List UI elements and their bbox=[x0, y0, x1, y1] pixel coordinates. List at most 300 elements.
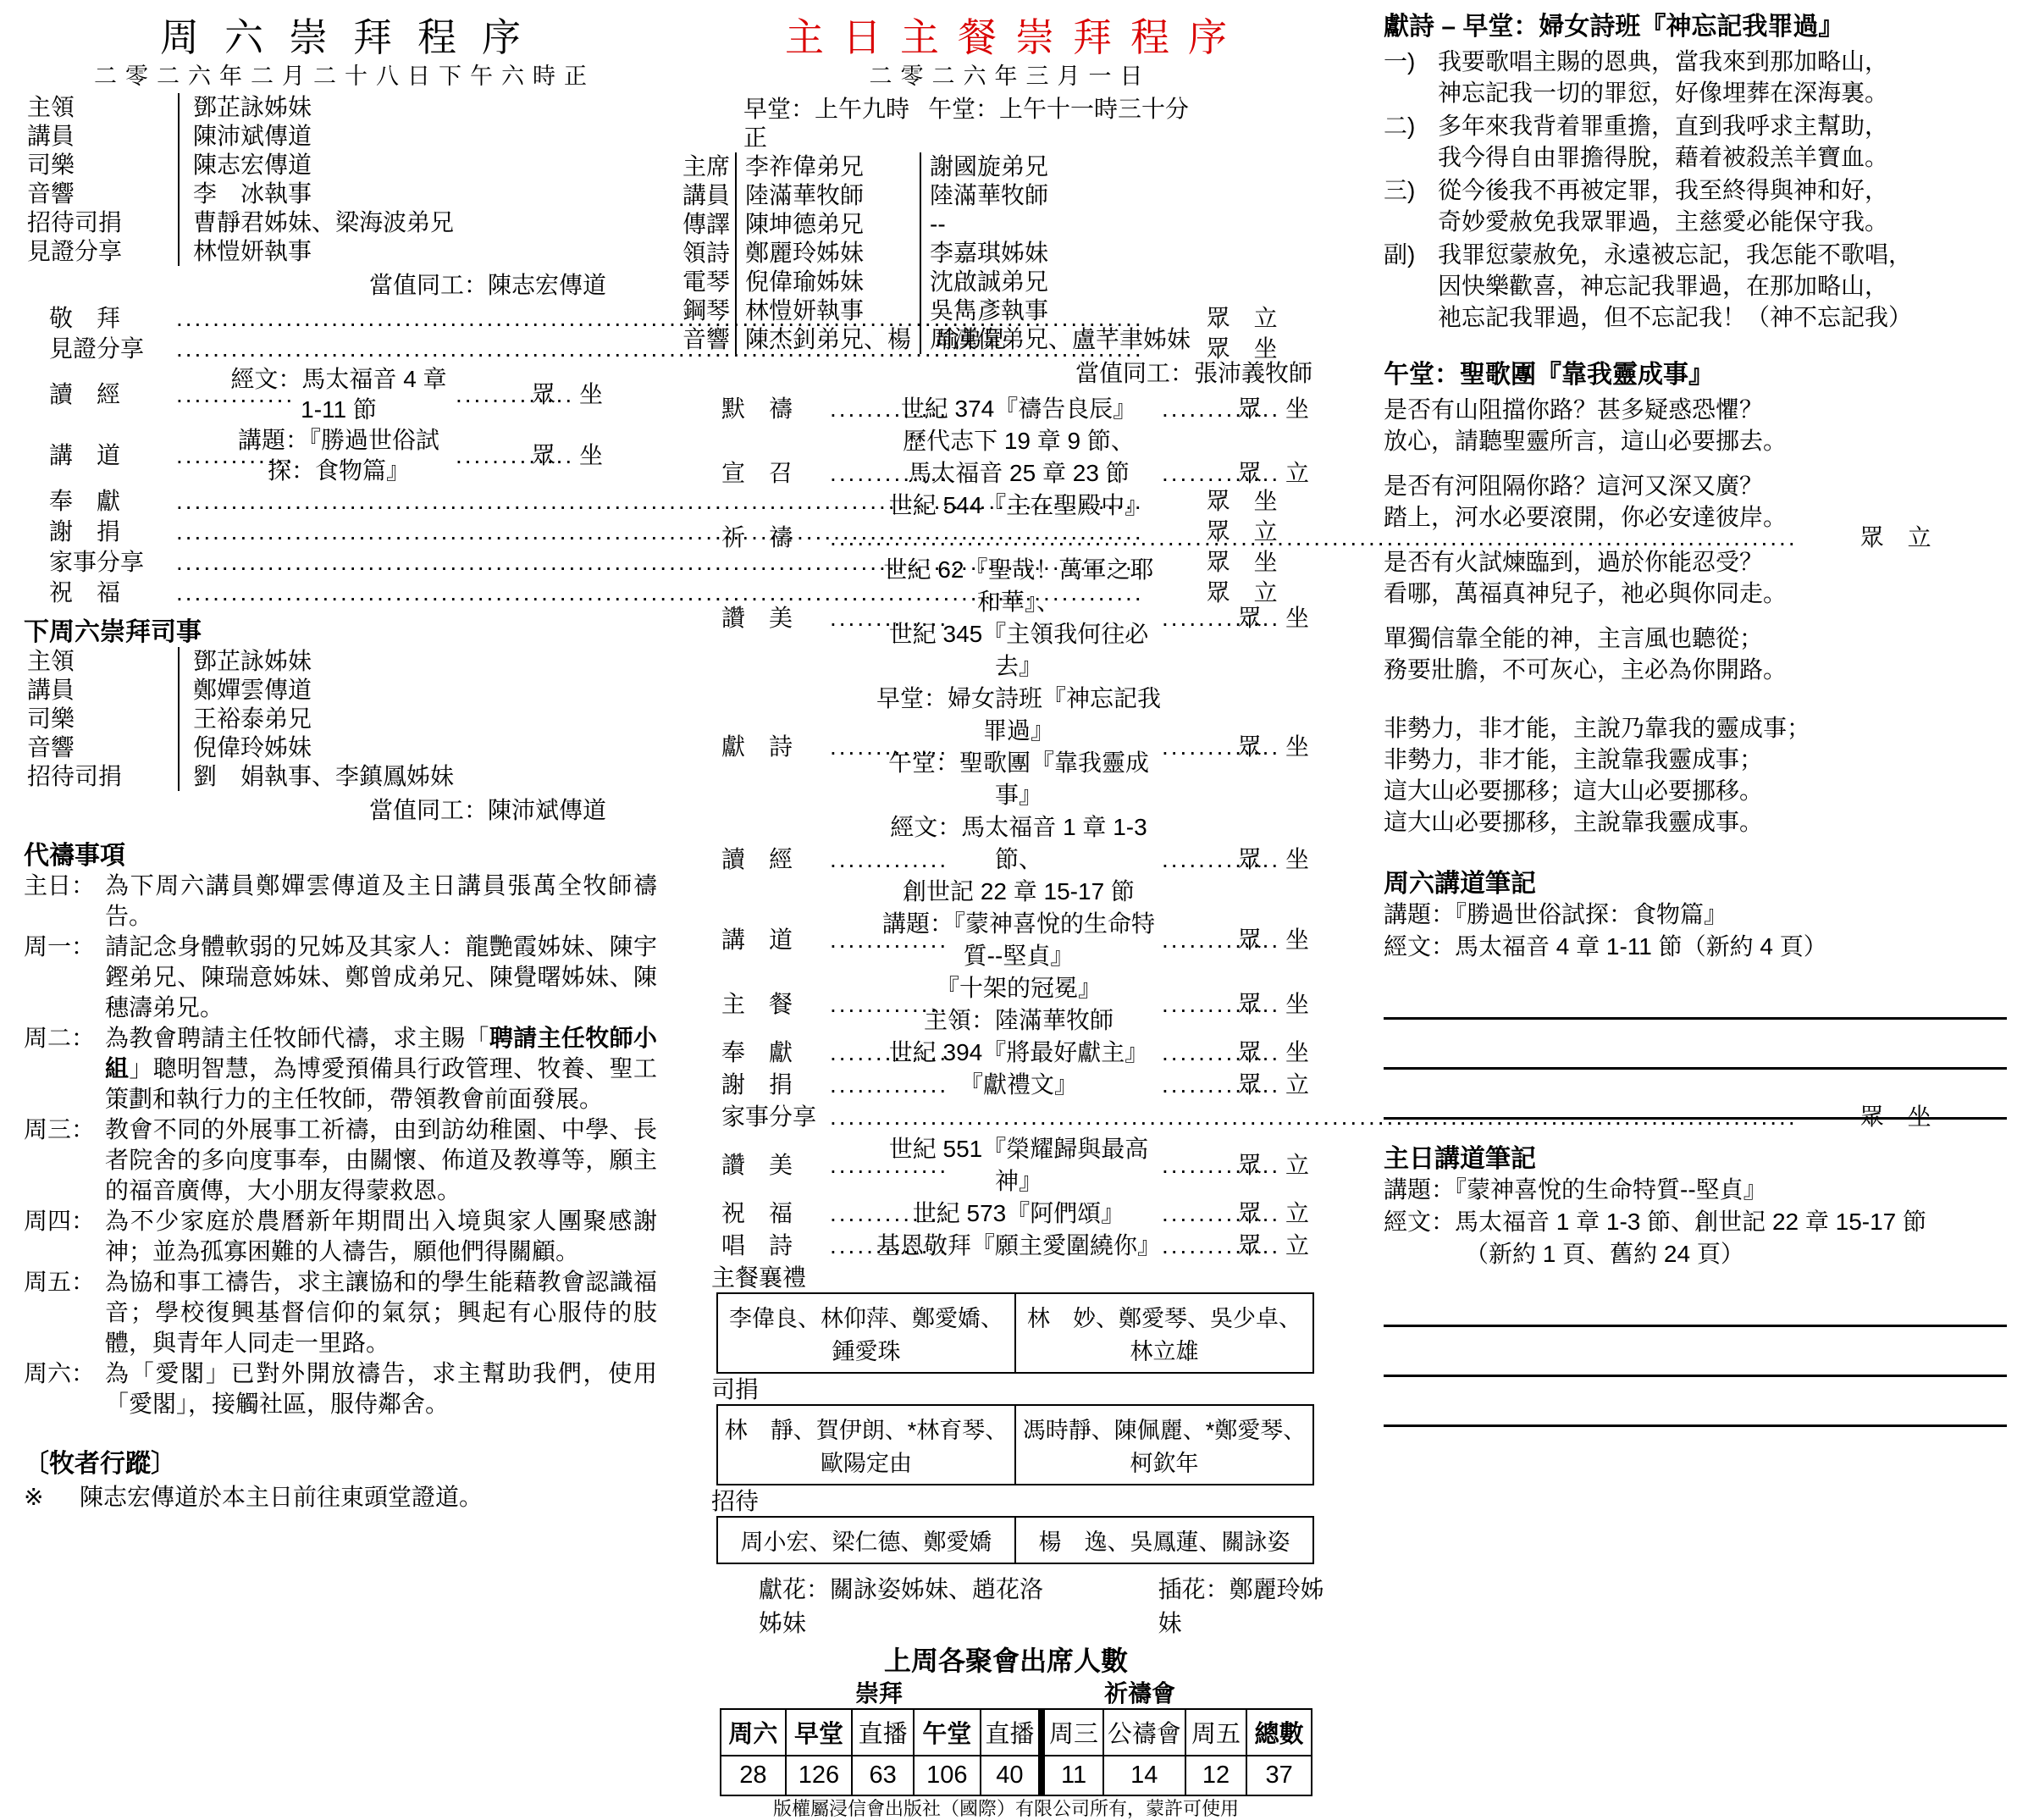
program-row bbox=[721, 1101, 1931, 1133]
program-row bbox=[49, 364, 603, 425]
program-item-label: 主 餐 bbox=[721, 991, 793, 1017]
hymn-stanza bbox=[1384, 470, 2007, 533]
lyric-line: 這大山必要挪移，主說靠我靈成事。 bbox=[1384, 809, 1764, 835]
role-label: 講員 bbox=[27, 677, 75, 703]
saturday-roles-table bbox=[27, 93, 657, 266]
attendance-value-row bbox=[721, 1756, 1312, 1795]
prayer-item bbox=[24, 1115, 657, 1206]
communion-servers-noon: 林 妙、鄭愛琴、吳少卓、林立雄 bbox=[1015, 1293, 1313, 1373]
lyric-line: 奇妙愛赦免我眾罪過，主慈愛必能保守我。 bbox=[1438, 208, 1889, 235]
content-line: 世紀 345『主領我何往必去』 bbox=[888, 621, 1149, 679]
write-line bbox=[1384, 1067, 2007, 1070]
posture: 眾 坐 bbox=[1860, 1104, 1931, 1130]
program-row bbox=[721, 972, 1309, 1037]
posture: 眾 坐 bbox=[1237, 396, 1309, 422]
lyric-line: 神忘記我一切的罪愆，好像埋葬在深海裏。 bbox=[1438, 80, 1889, 106]
prayer-item bbox=[24, 1023, 657, 1115]
role-label: 音響 bbox=[682, 326, 731, 352]
content-line: 午堂：聖歌團『靠我靈成事』 bbox=[887, 750, 1149, 808]
program-item-label: 默 禱 bbox=[721, 396, 793, 422]
role-morning: 陳杰釗弟兄、楊 瑜弟兄 bbox=[735, 325, 920, 354]
hymn-verse bbox=[1384, 46, 2007, 108]
content-line: 歷代志下 19 章 9 節、 bbox=[903, 428, 1135, 454]
role-morning: 李祚偉弟兄 bbox=[735, 152, 920, 181]
attendance-header: 直播 bbox=[852, 1709, 914, 1756]
role-label: 音響 bbox=[27, 734, 75, 761]
copyright-notice: 版權屬浸信會出版社（國際）有限公司所有，蒙許可使用 bbox=[772, 1798, 1239, 1819]
sunday-date: 二零二六年三月一日 bbox=[869, 64, 1152, 89]
lyric-line: 我要歌唱主賜的恩典，當我來到那加略山， bbox=[1438, 48, 1889, 75]
attendance-value: 12 bbox=[1185, 1756, 1247, 1795]
role-value: 鄭嬋雲傳道 bbox=[178, 676, 657, 705]
prayer-text-post: 」聰明智慧，為博愛預備具行政管理、牧養、聖工策劃和執行力的主任牧師，帶領教會前面發展。 bbox=[105, 1055, 657, 1112]
program-row bbox=[721, 683, 1309, 811]
program-row bbox=[721, 425, 1309, 522]
attendance-header: 周五 bbox=[1185, 1709, 1247, 1756]
dots bbox=[176, 379, 222, 410]
dots bbox=[830, 1149, 876, 1181]
attendance-value: 63 bbox=[852, 1756, 914, 1795]
role-noon: -- bbox=[920, 210, 1329, 239]
posture: 眾 坐 bbox=[1237, 733, 1309, 760]
dots bbox=[830, 1037, 876, 1069]
posture: 眾 立 bbox=[1237, 1152, 1309, 1178]
attendance-header: 周三 bbox=[1042, 1709, 1103, 1756]
prayer-item bbox=[24, 871, 657, 932]
content-line: 『十架的冠冕』 bbox=[935, 975, 1102, 1001]
posture: 眾 坐 bbox=[531, 442, 603, 468]
posture: 眾 坐 bbox=[1237, 991, 1309, 1017]
attendance-header-row bbox=[721, 1709, 1312, 1756]
prayer-item bbox=[24, 1206, 657, 1267]
verse-number: 二) bbox=[1384, 113, 1416, 139]
role-label: 鋼琴 bbox=[682, 297, 731, 324]
prayer-text: 請記念身體軟弱的兄姊及其家人：龍艷霞姊妹、陳宇鏗弟兄、陳瑞意姊妹、鄭曾成弟兄、陳覺曙姊妹、陳穗濤弟兄。 bbox=[105, 933, 657, 1021]
spacer bbox=[1058, 1573, 1158, 1640]
role-value: 鄧芷詠姊妹 bbox=[178, 93, 657, 122]
dots bbox=[1162, 1149, 1207, 1181]
verse-number: 一) bbox=[1384, 48, 1416, 75]
lyric-line: 因快樂歡喜，神忘記我罪過，在那加略山， bbox=[1438, 273, 1889, 299]
role-noon: 沈啟誠弟兄 bbox=[920, 268, 1329, 296]
prayer-item bbox=[24, 932, 657, 1023]
verse-number: 三) bbox=[1384, 177, 1416, 203]
program-item-label: 家事分享 bbox=[49, 549, 145, 575]
posture: 眾 坐 bbox=[1206, 549, 1278, 575]
attendance-value: 126 bbox=[786, 1756, 853, 1795]
next-saturday-heading: 下周六崇拜司事 bbox=[24, 618, 202, 646]
posture: 眾 立 bbox=[1206, 305, 1278, 331]
prayer-text: 教會不同的外展事工祈禱，由到訪幼稚園、中學、長者院舍的多向度事奉，由關懷、佈道及教導等，願主的福音廣傳，大小朋友得蒙救恩。 bbox=[105, 1116, 657, 1203]
dots bbox=[1162, 1069, 1207, 1101]
program-row bbox=[721, 554, 1309, 683]
role-label: 講員 bbox=[27, 123, 75, 149]
lyric-line: 是否有山阻擋你路？甚多疑惑恐懼？ bbox=[1384, 396, 1764, 423]
program-item-content bbox=[876, 811, 1162, 908]
role-value: 林愷妍執事 bbox=[178, 237, 657, 266]
lyric-line: 單獨信靠全能的神，主言風也聽從； bbox=[1384, 625, 1764, 651]
role-label: 招待司捐 bbox=[27, 209, 123, 235]
prayer-day: 周四： bbox=[24, 1208, 96, 1234]
communion-servers-label: 主餐襄禮 bbox=[711, 1264, 807, 1291]
dots bbox=[830, 1069, 876, 1101]
lyric-line: 從今後我不再被定罪，我至終得與神和好， bbox=[1438, 177, 1889, 203]
prayer-text: 為不少家庭於農曆新年期間出入境與家人團聚感謝神；並為孤寡困難的人禱告，願他們得關顧。 bbox=[105, 1208, 657, 1264]
dots bbox=[1162, 1230, 1207, 1262]
program-item-label: 家事分享 bbox=[721, 1104, 817, 1130]
attendance-header: 公禱會 bbox=[1103, 1709, 1185, 1756]
content-line: 世紀 551『榮耀歸與最高神』 bbox=[888, 1136, 1149, 1194]
lyric-line: 非勢力，非才能，主說乃靠我的靈成事； bbox=[1384, 715, 1811, 741]
dots bbox=[830, 731, 876, 763]
ushers-label: 招待 bbox=[711, 1488, 760, 1514]
posture: 眾 坐 bbox=[1237, 846, 1309, 872]
noon-service-time: 午堂：上午十一時三十分 bbox=[928, 96, 1190, 122]
content-line: 世紀 62『聖哉！萬軍之耶和華』、 bbox=[883, 556, 1154, 615]
program-item-label: 祝 福 bbox=[721, 1200, 793, 1226]
content-line: 基恩敬拜『願主愛圍繞你』 bbox=[876, 1232, 1161, 1259]
dots bbox=[1162, 924, 1207, 956]
program-row bbox=[49, 547, 1278, 578]
program-item-content bbox=[876, 1230, 1162, 1262]
dots bbox=[1162, 602, 1207, 634]
dots bbox=[1162, 988, 1207, 1021]
dots bbox=[830, 457, 876, 490]
prayer-day: 周一： bbox=[24, 933, 96, 960]
lyric-line: 是否有河阻隔你路？這河又深又廣？ bbox=[1384, 473, 1764, 499]
hymn-stanza bbox=[1384, 394, 2007, 456]
posture: 眾 坐 bbox=[1237, 927, 1309, 953]
program-item-label: 祈 禱 bbox=[721, 524, 793, 550]
duty-worker: 當值同工：陳志宏傳道 bbox=[368, 272, 606, 298]
sunday-sermon-scripture-pages: （新約 1 頁、舊約 24 頁） bbox=[1465, 1241, 1744, 1267]
flower-arrangement: 插花：鄭麗玲姊妹 bbox=[1158, 1576, 1324, 1636]
role-noon: 謝國旋弟兄 bbox=[920, 152, 1329, 181]
program-item-label: 讀 經 bbox=[721, 846, 793, 872]
prayer-text: 為協和事工禱告，求主讓協和的學生能藉教會認識福音；學校復興基督信仰的氣氛；興起有心服侍的肢體，與青年人同走一里路。 bbox=[105, 1269, 657, 1356]
program-row bbox=[721, 393, 1309, 425]
posture: 眾 坐 bbox=[1206, 488, 1278, 514]
posture: 眾 立 bbox=[1237, 1071, 1309, 1098]
program-item-label: 讀 經 bbox=[49, 381, 121, 407]
verse-number: 副) bbox=[1384, 241, 1416, 268]
flowers-line bbox=[682, 1573, 1329, 1640]
dots bbox=[1162, 457, 1207, 490]
hymn-stanza bbox=[1384, 546, 2007, 609]
dots bbox=[830, 988, 876, 1021]
dots bbox=[176, 440, 222, 471]
dots bbox=[830, 924, 876, 956]
program-item-label: 講 道 bbox=[721, 927, 793, 953]
program-item-label: 敬 拜 bbox=[49, 305, 121, 331]
program-item-label: 講 道 bbox=[49, 442, 121, 468]
role-value: 鄧芷詠姊妹 bbox=[178, 647, 657, 676]
saturday-date: 二零二六年二月二十八日下午六時正 bbox=[94, 64, 595, 89]
pastor-whereabouts-heading: 〔牧者行蹤〕 bbox=[24, 1450, 176, 1478]
program-row bbox=[721, 811, 1309, 908]
saturday-title: 周六崇拜程序 bbox=[160, 15, 546, 59]
prayer-text-pre: 為教會聘請主任牧師代禱，求主賜「 bbox=[105, 1025, 489, 1051]
program-item-label: 宣 召 bbox=[721, 460, 793, 486]
hymn-verse bbox=[1384, 110, 2007, 173]
saturday-sermon-scripture: 經文：馬太福音 4 章 1-11 節（新約 4 頁） bbox=[1384, 933, 1827, 960]
program-item-content bbox=[876, 908, 1162, 972]
role-label: 主領 bbox=[27, 648, 75, 674]
posture: 眾 立 bbox=[1237, 1200, 1309, 1226]
pastor-whereabouts-item bbox=[24, 1482, 657, 1513]
hymn-chorus bbox=[1384, 712, 2007, 838]
role-value: 王裕泰弟兄 bbox=[178, 705, 657, 733]
dots bbox=[830, 1230, 876, 1262]
lyric-line: 祂忘記我罪過，但不忘記我！（神不忘記我） bbox=[1438, 304, 1913, 330]
dots bbox=[830, 1198, 876, 1230]
prayer-day: 周五： bbox=[24, 1269, 96, 1295]
content-line: 創世記 22 章 15-17 節 bbox=[903, 878, 1135, 904]
sunday-sermon-topic: 講題：『蒙神喜悅的生命特質--堅貞』 bbox=[1384, 1176, 1767, 1203]
hymn-stanza bbox=[1384, 622, 2007, 685]
role-morning: 陳坤德弟兄 bbox=[735, 210, 920, 239]
attendance-value: 40 bbox=[981, 1756, 1042, 1795]
attendance-value: 28 bbox=[721, 1756, 786, 1795]
posture: 眾 立 bbox=[1237, 1232, 1309, 1259]
content-line: 世紀 544『主在聖殿中』 bbox=[888, 492, 1149, 518]
dots bbox=[830, 602, 876, 634]
write-line bbox=[1384, 1325, 2007, 1327]
program-item-content bbox=[876, 1069, 1162, 1101]
role-morning: 倪偉瑜姊妹 bbox=[735, 268, 920, 296]
role-noon: 陸滿華牧師 bbox=[920, 181, 1329, 210]
spacer bbox=[682, 95, 735, 152]
program-item-label: 獻 詩 bbox=[721, 733, 793, 760]
prayer-day: 周三： bbox=[24, 1116, 96, 1142]
dots bbox=[1162, 844, 1207, 876]
group-prayer-meeting: 祈禱會 bbox=[1103, 1680, 1175, 1707]
role-label: 見證分享 bbox=[27, 238, 123, 264]
program-row bbox=[721, 1069, 1309, 1101]
role-label: 司樂 bbox=[27, 705, 75, 732]
content-line: 主領：陸滿華牧師 bbox=[923, 1007, 1113, 1033]
role-label: 講員 bbox=[682, 182, 731, 208]
prayer-heading: 代禱事項 bbox=[24, 842, 125, 870]
offering-stewards-morning: 林 靜、賀伊朗、*林育琴、歐陽定由 bbox=[717, 1405, 1015, 1485]
flower-offering: 獻花：關詠姿姊妹、趙花洛姊妹 bbox=[759, 1576, 1044, 1636]
duty-worker: 當值同工：張沛義牧師 bbox=[1075, 360, 1312, 386]
sunday-sermon-scripture: 經文：馬太福音 1 章 1-3 節、創世記 22 章 15-17 節 bbox=[1384, 1209, 1927, 1235]
prayer-item bbox=[24, 1267, 657, 1358]
role-value: 曹靜君姊妹、梁海波弟兄 bbox=[178, 208, 657, 237]
attendance-group-headers bbox=[720, 1679, 1312, 1708]
program-item-content: 講題：『勝過世俗試探：食物篇』 bbox=[237, 427, 439, 484]
dots bbox=[1162, 393, 1207, 425]
program-item-label: 祝 福 bbox=[49, 579, 121, 606]
program-item-content: 經文：馬太福音 4 章 1-11 節 bbox=[230, 366, 447, 423]
program-item-label: 謝 捐 bbox=[49, 518, 121, 545]
attendance-value: 14 bbox=[1103, 1756, 1185, 1795]
role-label: 音響 bbox=[27, 180, 75, 207]
prayer-text: 為「愛閣」已對外開放禱告，求主幫助我們，使用「愛閣」，接觸社區，服侍鄰舍。 bbox=[105, 1360, 657, 1417]
prayer-day: 主日： bbox=[24, 872, 96, 899]
role-morning: 鄭麗玲姊妹 bbox=[735, 239, 920, 268]
role-label: 主席 bbox=[682, 153, 731, 180]
content-line: 經文：馬太福音 1 章 1-3 節、 bbox=[890, 814, 1147, 872]
role-noon: 周漢偉弟兄、盧芊聿姊妹 bbox=[920, 325, 1329, 354]
role-value: 李 冰執事 bbox=[178, 180, 657, 208]
program-item-content bbox=[876, 393, 1162, 425]
program-item-content bbox=[876, 554, 1162, 683]
attendance-header: 午堂 bbox=[914, 1709, 981, 1756]
attendance-title: 上周各聚會出席人數 bbox=[883, 1646, 1128, 1676]
reference-mark: ※ bbox=[24, 1484, 44, 1510]
program-item-content bbox=[876, 1198, 1162, 1230]
service-times bbox=[682, 95, 1329, 152]
program-item-label: 見證分享 bbox=[49, 335, 145, 362]
role-label: 傳譯 bbox=[682, 211, 731, 237]
group-worship: 崇拜 bbox=[854, 1680, 903, 1707]
ushers-morning: 周小宏、梁仁德、鄭愛嬌 bbox=[717, 1517, 1015, 1563]
lyric-line: 是否有火試煉臨到，過於你能忍受？ bbox=[1384, 549, 1764, 575]
posture: 眾 立 bbox=[1237, 460, 1309, 486]
program-item-label: 奉 獻 bbox=[721, 1039, 793, 1065]
sunday-title: 主日主餐崇拜程序 bbox=[785, 15, 1246, 59]
prayer-day: 周六： bbox=[24, 1360, 96, 1386]
prayer-text: 為下周六講員鄭嬋雲傳道及主日講員張萬全牧師禱告。 bbox=[105, 872, 657, 929]
hymn-verse bbox=[1384, 239, 2007, 333]
posture: 眾 立 bbox=[1860, 524, 1931, 550]
noon-anthem-title: 午堂：聖歌團『靠我靈成事』 bbox=[1384, 361, 1714, 389]
verse-lines bbox=[1438, 239, 2007, 333]
program-item-label: 奉 獻 bbox=[49, 488, 121, 514]
offering-stewards-table bbox=[716, 1404, 1314, 1485]
lyric-line: 看哪，萬福真神兒子，祂必與你同走。 bbox=[1384, 580, 1788, 606]
attendance-value: 106 bbox=[914, 1756, 981, 1795]
lyric-line: 我罪愆蒙赦免，永遠被忘記，我怎能不歌唱， bbox=[1438, 241, 1913, 268]
lyric-line: 非勢力，非才能，主說靠我靈成事； bbox=[1384, 746, 1764, 772]
dots bbox=[456, 379, 501, 410]
dots bbox=[1162, 1198, 1207, 1230]
program-item-content bbox=[876, 1133, 1162, 1198]
program-item-label: 讚 美 bbox=[721, 1152, 793, 1178]
attendance-table bbox=[720, 1708, 1312, 1796]
attendance-header: 周六 bbox=[721, 1709, 786, 1756]
lyric-line: 這大山必要挪移；這大山必要挪移。 bbox=[1384, 777, 1764, 804]
morning-service-time: 早堂：上午九時正 bbox=[743, 96, 910, 151]
attendance-header: 早堂 bbox=[786, 1709, 853, 1756]
program-item-content bbox=[876, 1037, 1162, 1069]
verse-lines bbox=[1438, 174, 2007, 237]
program-row bbox=[49, 425, 603, 486]
role-value: 劉 娟執事、李鎮鳳姊妹 bbox=[178, 762, 657, 791]
dots bbox=[1162, 1037, 1207, 1069]
content-line: 早堂：婦女詩班『神忘記我罪過』 bbox=[876, 685, 1161, 744]
dots bbox=[830, 844, 876, 876]
hymns-notes-column bbox=[1384, 10, 2007, 1427]
program-row bbox=[721, 908, 1309, 972]
write-line bbox=[1384, 1117, 2007, 1120]
lyric-line: 放心，請聽聖靈所言，這山必要挪去。 bbox=[1384, 428, 1788, 454]
content-line: 講題：『蒙神喜悅的生命特質--堅貞』 bbox=[881, 910, 1155, 969]
dots bbox=[1162, 731, 1207, 763]
write-line bbox=[1384, 1375, 2007, 1377]
role-label: 領詩 bbox=[682, 240, 731, 266]
write-line bbox=[1384, 1017, 2007, 1020]
content-line: 『獻禮文』 bbox=[959, 1071, 1078, 1098]
program-item-content bbox=[876, 683, 1162, 811]
morning-anthem-title: 獻詩 – 早堂：婦女詩班『神忘記我罪過』 bbox=[1384, 13, 1844, 41]
role-noon: 吳雋彥執事 bbox=[920, 296, 1329, 325]
verse-lines bbox=[1438, 46, 2007, 108]
saturday-sermon-notes-heading: 周六講道筆記 bbox=[1384, 870, 1536, 898]
saturday-sermon-topic: 講題：『勝過世俗試探：食物篇』 bbox=[1384, 901, 1728, 927]
communion-servers-morning: 李偉良、林仰萍、鄭愛嬌、鍾愛珠 bbox=[717, 1293, 1015, 1373]
content-line: 世紀 573『阿們頌』 bbox=[912, 1200, 1125, 1226]
role-morning: 陸滿華牧師 bbox=[735, 181, 920, 210]
role-morning: 林愷妍執事 bbox=[735, 296, 920, 325]
prayer-day: 周二： bbox=[24, 1025, 96, 1051]
role-noon: 李嘉琪姊妹 bbox=[920, 239, 1329, 268]
sunday-sermon-notes-heading: 主日講道筆記 bbox=[1384, 1145, 1536, 1173]
posture: 眾 坐 bbox=[1237, 1039, 1309, 1065]
lyric-line: 我今得自由罪擔得脫，藉着被殺羔羊寶血。 bbox=[1438, 144, 1889, 170]
program-row bbox=[721, 1037, 1309, 1069]
posture: 眾 立 bbox=[1206, 579, 1278, 606]
program-item-label: 唱 詩 bbox=[721, 1232, 793, 1259]
attendance-value: 37 bbox=[1246, 1756, 1312, 1795]
hymn-verse bbox=[1384, 174, 2007, 237]
lyric-line: 多年來我背着罪重擔，直到我呼求主幫助， bbox=[1438, 113, 1889, 139]
communion-servers-table bbox=[716, 1292, 1314, 1374]
prayer-text-bold: 聘請主任牧師小組 bbox=[105, 1025, 657, 1081]
program-row bbox=[721, 1230, 1309, 1262]
program-row bbox=[721, 1198, 1309, 1230]
program-item-label: 謝 捐 bbox=[721, 1071, 793, 1098]
offering-stewards-noon: 馮時靜、陳佩麗、*鄭愛琴、柯欽年 bbox=[1015, 1405, 1313, 1485]
posture: 眾 坐 bbox=[531, 381, 603, 407]
role-label: 司樂 bbox=[27, 152, 75, 178]
dots bbox=[456, 440, 501, 471]
lyric-line: 務要壯膽，不可灰心，主必為你開路。 bbox=[1384, 656, 1788, 683]
duty-worker: 當值同工：陳沛斌傳道 bbox=[368, 797, 606, 823]
offering-stewards-label: 司捐 bbox=[711, 1376, 760, 1402]
attendance-value: 11 bbox=[1042, 1756, 1103, 1795]
write-line bbox=[1384, 1424, 2007, 1427]
prayer-text bbox=[105, 1023, 657, 1115]
content-line: 馬太福音 25 章 23 節 bbox=[908, 460, 1130, 486]
role-label: 招待司捐 bbox=[27, 763, 123, 789]
program-item-content bbox=[876, 425, 1162, 522]
content-line: 世紀 374『禱告良辰』 bbox=[900, 396, 1137, 422]
ushers-table bbox=[716, 1516, 1314, 1564]
role-value: 陳志宏傳道 bbox=[178, 151, 657, 180]
program-row bbox=[721, 1133, 1309, 1198]
dots bbox=[830, 393, 876, 425]
role-label: 主領 bbox=[27, 94, 75, 120]
pastor-whereabouts-text: 陳志宏傳道於本主日前往東頭堂證道。 bbox=[80, 1484, 484, 1510]
lyric-line: 踏上，河水必要滾開，你必安達彼岸。 bbox=[1384, 504, 1788, 530]
prayer-item bbox=[24, 1358, 657, 1419]
posture: 眾 立 bbox=[1206, 518, 1278, 545]
sunday-roles-table bbox=[682, 152, 1329, 354]
attendance-header: 直播 bbox=[981, 1709, 1042, 1756]
prayer-list bbox=[24, 871, 657, 1419]
next-saturday-roles-table bbox=[27, 647, 657, 791]
role-label: 電琴 bbox=[682, 268, 731, 295]
verse-lines bbox=[1438, 110, 2007, 173]
role-value: 陳沛斌傳道 bbox=[178, 122, 657, 151]
program-row bbox=[721, 522, 1931, 554]
program-item-content bbox=[876, 972, 1162, 1037]
content-line: 世紀 394『將最好獻主』 bbox=[888, 1039, 1149, 1065]
ushers-noon: 楊 逸、吳鳳蓮、關詠姿 bbox=[1015, 1517, 1313, 1563]
